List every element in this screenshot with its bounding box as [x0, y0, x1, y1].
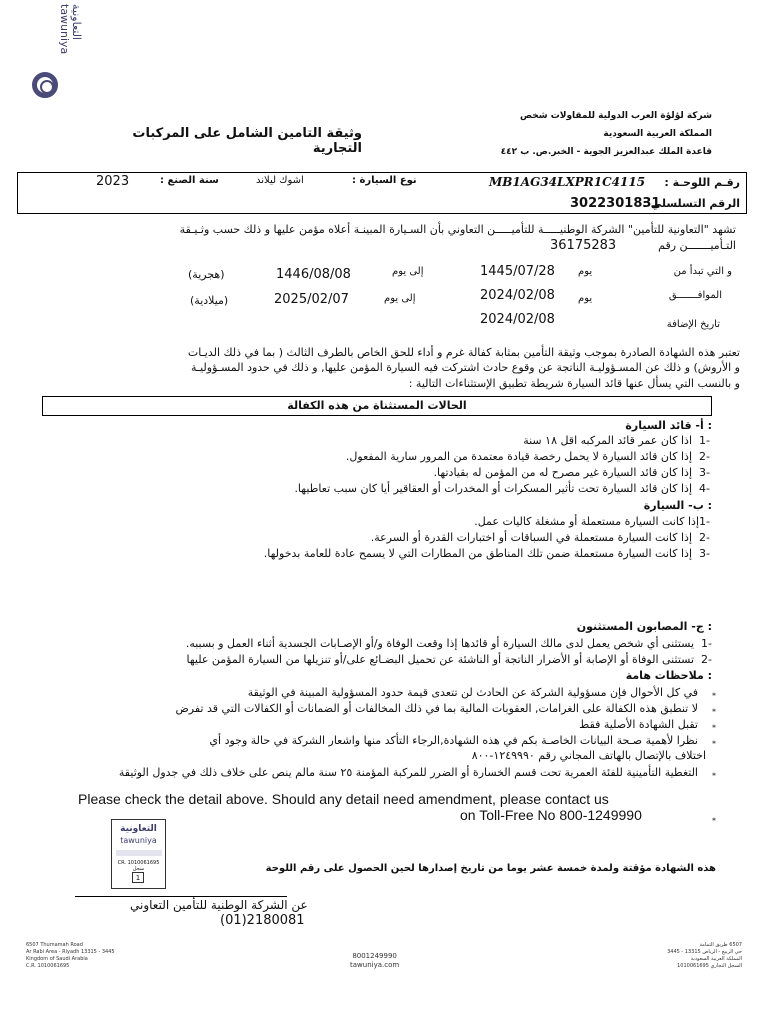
para2-line-1: تعتبر هذه الشهادة الصادرة بموجب وثيقة التأمين بمثابة كفالة غرم و أداء للحق الخاص بالطرف الثالث ( بما في ذلك الديـات	[187, 346, 740, 359]
section-b-item-1: -1إذا كانت السيارة مستعملة أو مشغلة كاليات عمل.	[474, 515, 710, 528]
greg-end: 2025/02/07	[274, 292, 349, 307]
until-label-1: إلى يوم	[392, 266, 424, 277]
company-address: قاعدة الملك عبدالعزيز الجوية - الخبر.ص. ب ٤٤٢	[500, 147, 712, 157]
section-c-item-1: -1 يستثنى أي شخص يعمل لدى مالك السيارة أو قائدها إذا وقعت الوفاة و/أو الإصـابات الجسدية أثناء العمل و بسببه.	[185, 637, 712, 650]
company-block	[452, 107, 712, 161]
section-a-title: : أ- قائد السيارة	[625, 419, 712, 432]
stamp-bar	[116, 850, 162, 856]
added-date: 2024/02/08	[480, 312, 555, 327]
stamp-arabic: التعاونية	[120, 824, 157, 834]
section-b-item-2: -2 إذا كانت السيارة مستعملة في السباقات أو اختبارات القدرة أو السرعة.	[370, 531, 710, 544]
footer-right: 6507 طريق الثمامة حي الربيع - الرياض 13315 - 3445 المملكة العربية السعودية السجل التجاري 1010061695	[667, 942, 742, 969]
document-title: وثيقة التامين الشامل على المركبات التجارية	[132, 126, 362, 156]
exclusions-title: الحالات المستثناة من هذه الكفالة	[42, 396, 712, 416]
plate-value: MB1AG34LXPR1C4115	[489, 175, 646, 189]
stamp-number: 1	[132, 872, 144, 883]
greg-start: 2024/02/08	[480, 288, 555, 303]
hijri-start: 1445/07/28	[480, 264, 555, 279]
type-value: اشوك ليلاند	[256, 175, 304, 186]
company-stamp	[111, 819, 166, 889]
day-label-2: يوم	[578, 293, 593, 304]
section-c-item-2: -2 تستثنى الوفاة أو الإصابة أو الأضرار الناتجة أو الناشئة عن تحميل البضـائع على/أو تنزيلها من السيارة المؤمن عليها	[186, 653, 712, 666]
serial-label: الرقم التسلسلي :	[642, 197, 740, 210]
note-4-continued: اختلاف بالإتصال بالهاتف المجاني رقم ١٢٤٩٩٩٠-٨٠٠	[471, 749, 706, 762]
footer-center: 8001249990 tawuniya.com	[350, 952, 400, 969]
note-5: ⁎ التغطية التأمينية للفئة العمرية تحت قسم الخسارة أو الضرر للمركبة المؤمنة ٢٥ سنة مالم ينص على خلاف ذلك في جدول الوثيقة	[118, 766, 716, 779]
plate-label: رقـم اللوحـة :	[664, 176, 740, 189]
signature-company: عن الشركة الوطنية للتأمين التعاوني	[130, 898, 308, 912]
serial-value: 3022301831	[570, 196, 661, 211]
intro-line-1: تشهد "التعاونية للتأمين" الشركة الوطنيـــــة للتأميـــــن التعاوني بأن السـيارة المبينـة أعلاه مؤمن عليها و ذلك حسب وثـيـقة	[179, 223, 736, 236]
section-b-title: : ب- السيارة	[643, 499, 712, 512]
policy-number: 36175283	[550, 238, 617, 253]
brand-logo	[26, 4, 83, 96]
company-name: شركة لؤلؤة العرب الدولية للمقاولات شخص	[519, 111, 712, 121]
notes-title: : ملاحظات هامة	[625, 669, 712, 682]
brand-english: tawuniya	[58, 4, 71, 55]
english-note-line-2: on Toll-Free No 800-1249990	[460, 807, 642, 823]
hijri-end: 1446/08/08	[276, 267, 351, 282]
until-label-2: إلى يوم	[384, 293, 416, 304]
temporary-notice: هذه الشهادة مؤقتة ولمدة خمسة عشر يوما من تاريخ إصدارها لحين الحصول على رقم اللوحة	[265, 863, 716, 874]
signature-phone: (01)2180081	[220, 913, 305, 928]
from-label: و التي تبدأ من	[673, 266, 732, 277]
signature-line	[75, 896, 287, 897]
day-label-1: يوم	[578, 266, 593, 277]
greg-tag: (ميلادية)	[190, 294, 229, 307]
company-country: المملكة العربية السعودية	[603, 129, 712, 139]
stamp-english: tawuniya	[120, 836, 157, 845]
note-3: ⁎ تقبل الشهادة الأصلية فقط	[579, 718, 716, 731]
year-label: سنة الصنع :	[160, 175, 219, 186]
english-note-bullet: ⁎	[712, 814, 716, 823]
hijri-tag: (هجرية)	[188, 268, 225, 281]
footer-left: 6507 Thumamah Road Ar Rabi Area - Riyadh 13315 - 3445 Kingdom of Saudi Arabia C.R. 1010061695	[26, 942, 115, 969]
section-a-item-2: -2 إذا كان قائد السيارة لا يحمل رخصة قيادة معتمدة من المرور سارية المفعول.	[345, 450, 710, 463]
intro-line-2: التـأميـــــــن رقم	[658, 239, 736, 252]
section-a-item-3: -3 إذا كان قائد السيارة غير مصرح له من المؤمن له بقيادتها.	[433, 466, 710, 479]
section-b-item-3: -3 إذا كانت السيارة مستعملة ضمن تلك المناطق من المطارات التي لا يسمح عادة للعامة بدخولها.	[263, 547, 710, 560]
section-a-item-1: -1 اذا كان عمر قائد المركبه اقل ١٨ سنة	[523, 434, 710, 447]
para2-line-3: و بالنسب التي يسأل عنها قائد السيارة شريطة تطبيق الإستثناءات التالية :	[408, 377, 740, 390]
note-2: ⁎ لا تنطبق هذه الكفالة على الغرامات, العقوبات المالية بما في ذلك المخالفات أو الضمانات أو الكفالات التي قد تفرض	[175, 702, 716, 715]
added-label: تاريخ الإضافة	[666, 319, 720, 330]
brand-ring-icon	[32, 72, 58, 98]
brand-wordmark	[56, 4, 82, 60]
english-note-line-1: Please check the detail above. Should any detail need amendment, please contact us	[78, 791, 609, 807]
type-label: نوع السيارة :	[352, 175, 417, 186]
year-value: 2023	[96, 174, 130, 189]
note-4: ⁎ نظرا لأهمية صـحة البيانات الخاصـة بكم في هذه الشهادة,الرجاء التأكد منها واشعار الشركة في حالة وجود أي	[209, 734, 716, 747]
brand-arabic: التعاونية	[70, 4, 83, 40]
stamp-cr: CR. 1010061695 سجل	[117, 860, 160, 872]
para2-line-2: و الأروش) و ذلك عن المسـؤوليـة الناتجة عن وقوع حادث اشتركت فيه السيارة المؤمن عليها, و ذلك في حدود المسـؤوليـة	[190, 361, 740, 374]
note-1: ⁎ في كل الأحوال فإن مسؤولية الشركة عن الحادث لن تتعدى قيمة حدود المسؤولية المبينة في الوثيقة	[247, 686, 716, 699]
corresponding-label: الموافـــــــق	[668, 290, 722, 301]
section-c-title: : ج- المصابون المستثنون	[576, 620, 712, 633]
section-a-item-4: -4 إذا كان قائد السيارة تحت تأثير المسكرات أو المخدرات أو العقاقير أيا كان سبب تعاطيها.	[294, 482, 710, 495]
